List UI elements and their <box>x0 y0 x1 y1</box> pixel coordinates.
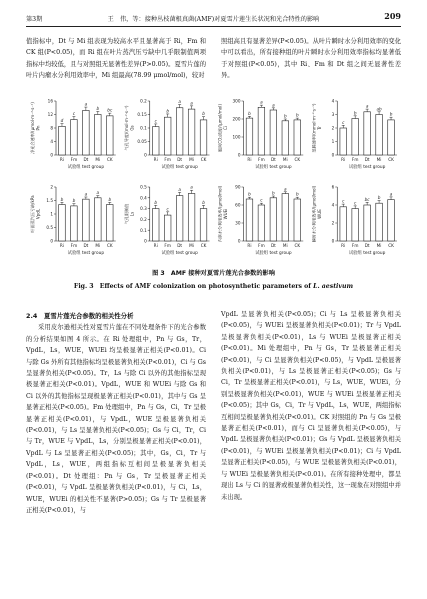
running-header <box>26 11 401 25</box>
bar <box>71 206 78 241</box>
x-axis-label: 试验组 test group <box>161 251 198 256</box>
y-tick-label: 0 <box>331 238 335 244</box>
x-tick-label: Ri <box>247 243 252 248</box>
y-axis-label <box>217 104 229 152</box>
paragraph: 照组高且有显著差异(P<0.05)。从叶片瞬时水分利用效率的变化中可以看出，所有接种组的叶片瞬时水分利用效率指标均显著低于对照组(P<0.05)，其中 Ri、Fm 和 Dt 组之间无显著性差异。 <box>221 38 401 80</box>
bar <box>282 194 289 241</box>
x-tick-label: Fm <box>351 157 359 162</box>
bar <box>200 120 207 155</box>
y-tick-label: 1 <box>331 139 335 145</box>
x-tick-label: CK <box>294 157 301 162</box>
significance-letter: b <box>108 196 112 202</box>
bar <box>152 127 159 155</box>
significance-letter: d <box>60 118 64 124</box>
y-tick-label: 0.5 <box>140 184 147 190</box>
y-axis-label-line: WUEi <box>223 208 228 220</box>
section-number: 2.4 <box>26 312 38 320</box>
y-tick-label: 3 <box>331 112 335 118</box>
y-tick-label: 1 <box>50 211 53 217</box>
x-axis-label: 试验组 test group <box>348 165 386 170</box>
x-tick-label: Ri <box>153 243 158 248</box>
significance-letter: a <box>84 191 88 197</box>
page-number: 209 <box>384 11 401 21</box>
y-axis-label-line: 叶面蒸汽压亏缺/kPa <box>30 195 35 233</box>
y-tick-label: 0 <box>144 152 147 158</box>
left-column-top <box>26 36 206 82</box>
x-tick-label: Dt <box>270 157 276 162</box>
y-axis-label-line: 气孔限制值 <box>123 203 129 225</box>
significance-letter: b <box>283 113 287 119</box>
y-axis-label <box>310 185 322 242</box>
y-tick-label: 0 <box>237 152 241 158</box>
significance-letter: b <box>72 198 76 204</box>
y-axis-label-line: Gs <box>129 125 135 131</box>
bar <box>340 128 347 155</box>
bar <box>59 126 66 155</box>
y-axis-label-line: 净光合速率/(μmol·m⁻²·s⁻¹) <box>30 102 35 154</box>
x-axis-label: 试验组 test group <box>161 165 198 170</box>
x-tick-label: Mi <box>376 157 382 162</box>
y-tick-label: 0.1 <box>140 125 147 131</box>
y-axis-label-line: 蒸腾速率/(mmol·m⁻²·s⁻¹) <box>311 103 317 153</box>
bar <box>270 198 277 241</box>
x-axis-label: 试验组 test group <box>255 251 292 256</box>
y-axis-label-line: VpdL <box>35 208 41 220</box>
x-tick-label: Mi <box>95 157 101 162</box>
x-tick-label: Mi <box>189 243 194 248</box>
bar <box>270 110 277 155</box>
caption-en-prefix: Fig. 3 Effects of AMF colonization on photosynthetic parameters of <box>73 283 314 290</box>
y-tick-label: 0.05 <box>137 139 147 145</box>
bar <box>106 205 113 241</box>
significance-letter: c <box>342 198 345 204</box>
y-tick-label: 6 <box>331 184 335 190</box>
bar <box>246 199 253 241</box>
y-axis-label-line: 胞间CO₂浓度/(μmol/mol) <box>217 104 223 152</box>
x-tick-label: Ri <box>59 157 65 162</box>
y-tick-label: 8 <box>50 125 53 131</box>
x-tick-label: Ri <box>247 157 252 162</box>
significance-letter: b <box>295 191 299 197</box>
y-tick-label: 300 <box>232 98 241 104</box>
x-tick-label: Fm <box>164 157 171 162</box>
right-column-top <box>221 36 401 82</box>
y-tick-label: 0 <box>50 152 53 158</box>
y-tick-label: 2 <box>50 184 53 190</box>
y-axis-label-line: Tr <box>316 126 322 130</box>
y-axis-label <box>310 103 322 152</box>
y-tick-label: 0 <box>331 152 335 158</box>
x-tick-label: Ri <box>153 157 158 162</box>
y-tick-label: 0.1 <box>140 227 147 233</box>
x-tick-label: Dt <box>177 243 183 248</box>
significance-letter: b <box>272 190 275 196</box>
y-axis-label-line: WUE <box>316 209 322 219</box>
significance-letter: a <box>84 101 88 107</box>
significance-letter: b <box>353 110 357 116</box>
x-tick-label: Dt <box>177 157 183 162</box>
y-axis-label <box>217 185 229 242</box>
significance-letter: c <box>354 200 357 206</box>
paragraph: 值指标中，Dt 与 Mi 组表现为较高水平且显著高于 Ri，Fm 和 CK 组(P<0.05)，而 Ri 组在叶片蒸汽压亏缺中几乎限制值两项指标中均较低，且与对照组无显著性差异(P>0.05)。夏雪片莲的叶片内瘤水分利用效率中，Mi 组最高(78.99 μmol/mol)，较对 <box>26 38 206 80</box>
caption-en-species: L. aestivum <box>313 283 354 290</box>
y-axis-label-line: 气孔导度/(mol·m⁻²·s⁻¹) <box>123 105 129 151</box>
x-tick-label: Fm <box>164 243 171 248</box>
bar <box>152 209 159 241</box>
bar <box>388 200 395 241</box>
y-tick-label: 4 <box>331 202 335 208</box>
x-axis-label: 试验组 test group <box>255 165 292 170</box>
y-tick-label: 1.5 <box>46 198 53 204</box>
significance-letter: ab <box>376 106 382 112</box>
significance-letter: bc <box>107 107 113 113</box>
bar <box>258 107 265 155</box>
bar <box>294 199 301 241</box>
x-tick-label: Mi <box>189 157 194 162</box>
issue-label: 第3期 <box>26 16 43 23</box>
x-tick-label: Mi <box>282 157 288 162</box>
bar <box>376 115 383 156</box>
bar <box>188 109 195 155</box>
x-tick-label: Dt <box>270 243 276 248</box>
y-tick-label: 2 <box>331 220 335 226</box>
figure-caption-cn: 图 3 AMF 接种对夏雪片莲光合参数的影响 <box>152 270 275 277</box>
left-column-bottom <box>26 309 206 516</box>
y-axis-label <box>123 105 135 150</box>
significance-letter: a <box>96 190 100 196</box>
significance-letter: a <box>190 100 193 106</box>
bar <box>164 215 171 241</box>
bar <box>95 115 102 156</box>
significance-letter: c <box>72 111 76 117</box>
x-tick-label: CK <box>106 243 113 248</box>
y-tick-label: 0 <box>50 238 53 244</box>
bar <box>376 203 383 241</box>
significance-letter: c <box>166 206 169 212</box>
x-tick-label: Ri <box>59 243 65 248</box>
y-axis-label-line: Ci <box>223 126 228 130</box>
x-tick-label: CK <box>294 243 301 248</box>
bar <box>340 207 347 241</box>
y-axis-label <box>29 195 41 233</box>
x-tick-label: Dt <box>364 157 370 162</box>
bar <box>294 120 301 155</box>
significance-letter: b <box>96 105 100 111</box>
figure-3-charts <box>26 95 401 265</box>
bar <box>176 108 183 155</box>
bar <box>246 118 253 155</box>
figure-caption-en <box>26 281 401 290</box>
bar <box>352 209 359 241</box>
running-title: 王 伟，等：接种丛枝菌根真菌(AMF)对夏雪片莲生长状况和光合特性的影响 <box>107 16 320 23</box>
y-tick-label: 12 <box>47 112 53 118</box>
significance-letter: a <box>365 103 369 109</box>
x-tick-label: Dt <box>83 243 89 248</box>
section-heading <box>26 311 206 322</box>
y-tick-label: 0.4 <box>140 195 147 201</box>
significance-letter: b <box>202 199 205 205</box>
x-tick-label: Fm <box>351 243 359 248</box>
significance-letter: a <box>389 191 393 197</box>
significance-letter: c <box>260 197 263 203</box>
significance-letter: b <box>248 191 251 197</box>
significance-letter: b <box>202 111 205 117</box>
x-tick-label: Mi <box>376 243 382 248</box>
y-tick-label: 30 <box>235 220 241 226</box>
significance-letter: bc <box>364 196 370 202</box>
paragraph: VpdL 呈显著负相关(P<0.05)；Ci 与 Ls 呈极显著负相关(P<0.05)，与 WUEi 呈极显著负相关(P<0.01)；Tr 与 VpdL 呈极显著负相关(P<0.01)，Ls 与 WUEi 呈极显著正相关(P<0.01)。Mi 处理组中，Pn 与 Gs，Tr 呈极显著正相关(P<0.01)，与 Ci 呈显著负相关(P<0.05)，与 VpdL 呈极显著负相关(P<0.01)，与 Ls 呈极显著正相关(P<0.05)；Gs 与 Ci，Tr 呈极显著正相关(P<0.01)，与 Ls，WUE，WUEi，分别呈极显著负相关(P<0.01)，WUE 与 WUEi 呈极显著正相关(P<0.05)；其中 Gs，Ci，Tr 与 VpdL，Ls，WUE，两组指标互相间呈极显著负相关(P<0.01)。CK 对照组的 Pn 与 Gs 呈极显著正相关(P<0.01)，而与 Ci 呈显著负相关(P<0.05)，与 VpdL 呈极显著负相关(P<0.01)；Gs 与 VpdL 呈极显著负相关(P<0.01)，与 WUEi 呈极显著负相关(P<0.01)；Ci 与 VpdL 呈显著正相关(P<0.05)，与 WUE 呈极显著负相关(P<0.01)，与 WUEi 呈极显著负相关(P<0.01)。在所有接种处理中，都呈现出 Ls 与 Ci 的显著或极显著负相关性，这一现象在对照组中并未出现。 <box>221 311 401 501</box>
x-tick-label: Fm <box>70 157 78 162</box>
y-tick-label: 4 <box>331 98 335 104</box>
y-tick-label: 0.2 <box>140 217 147 222</box>
significance-letter: a <box>260 99 263 105</box>
right-column-bottom <box>221 309 401 503</box>
significance-letter: b <box>295 112 299 118</box>
x-tick-label: Mi <box>95 243 101 248</box>
significance-letter: b <box>166 108 170 114</box>
y-axis-label <box>29 102 41 154</box>
bar <box>83 110 90 155</box>
y-tick-label: 60 <box>235 202 241 208</box>
y-axis-label-line: Pn <box>35 125 41 131</box>
bar <box>388 120 395 155</box>
x-tick-label: Fm <box>258 243 265 248</box>
x-axis-label: 试验组 test group <box>67 165 105 170</box>
bar <box>364 205 371 241</box>
bar <box>71 120 78 155</box>
bar <box>59 205 66 241</box>
significance-letter: b <box>60 196 64 202</box>
x-tick-label: CK <box>388 157 394 162</box>
bar <box>352 119 359 155</box>
x-axis-label: 试验组 test group <box>67 251 105 256</box>
x-tick-label: Ri <box>341 157 346 162</box>
bar <box>188 193 195 241</box>
bar <box>200 209 207 241</box>
x-tick-label: Dt <box>364 243 370 248</box>
y-tick-label: 90 <box>235 184 241 190</box>
y-tick-label: 0.2 <box>140 98 147 104</box>
y-axis-label <box>123 204 135 224</box>
x-tick-label: Fm <box>258 157 265 162</box>
y-tick-label: 2 <box>331 125 335 131</box>
x-tick-label: CK <box>388 243 394 248</box>
significance-letter: a <box>178 186 181 192</box>
section-title: 夏雪片莲光合参数的相关性分析 <box>44 312 134 320</box>
y-tick-label: 100 <box>232 134 241 140</box>
significance-letter: c <box>342 119 345 125</box>
bar <box>106 116 113 155</box>
y-axis-label-line: 内禀水分利用效率/(μmol/mol) <box>217 185 223 243</box>
significance-letter: b <box>248 110 251 116</box>
bar <box>176 196 183 241</box>
y-axis-label-line: 瞬时水分利用效率/(μmol/mol) <box>311 185 317 243</box>
significance-letter: b <box>389 111 393 117</box>
y-tick-label: 0 <box>237 238 241 244</box>
y-axis-label-line: Ls <box>129 211 135 217</box>
y-tick-label: 0.5 <box>46 225 53 231</box>
header-rule <box>26 26 401 27</box>
y-tick-label: 0.15 <box>137 112 147 118</box>
y-tick-label: 0 <box>144 238 147 244</box>
y-tick-label: 4 <box>50 139 53 145</box>
significance-letter: a <box>178 99 181 105</box>
bar <box>258 205 265 241</box>
significance-letter: b <box>377 195 381 200</box>
significance-letter: a <box>190 184 193 190</box>
significance-letter: a <box>272 102 275 108</box>
x-tick-label: CK <box>106 157 113 162</box>
x-tick-label: CK <box>200 157 207 162</box>
paragraph: 采用皮尔逊相关性对夏雪片莲在不同处理条件下的光合参数的分析结果如图 4 所示。在 Ri 处理组中，Pn 与 Gs，Tr，VpdL，Ls，WUE，WUEi 均呈极显著正相关(P<0.01)。Ci 与除 Gs 外所有其他指标均呈极显著负相关(P<0.01)，Ci 与 Gs 呈显著负相关(P<0.05)。Tr，Ls 与除 Ci 以外的其他指标呈现极显著正相关(P<0.01)。VpdL，WUE 和 WUEi 与除 Gs 和 Ci 以外的其他指标呈现极显著正相关(P<0.01)，其中与 Gs 呈显著正相关(P<0.05)。Fm 处理组中，Pn 与 Gs，Ci，Tr 呈极显著正相关(P<0.01)，与 VpdL，WUE 呈极显著负相关(P<0.01)，与 Ls 呈显著负相关(P<0.05)；Gs 与 Ci，Tr，Ci 与 Tr，WUE 与 VpdL，Ls，分别呈极显著正相关(P<0.01)，VpdL 与 Ls 呈显著正相关(P<0.05)；其中，Gs，Ci，Tr 与 VpdL，Ls，WUE，两组指标互相间呈极显著负相关(P<0.01)。Dt 处理组：Pn 与 Gs，Tr 呈极显著正相关(P<0.01)，与 VpdL 呈极显著负相关(P<0.01)，与 Ci，Ls，WUE，WUEi 的相关性不显著(P>0.05)；Gs 与 Tr 呈极显著正相关(P<0.01)，与 <box>26 324 206 514</box>
significance-letter: b <box>154 199 158 205</box>
y-tick-label: 200 <box>232 116 241 122</box>
bar <box>282 121 289 155</box>
bar <box>95 198 102 241</box>
x-axis-label: 试验组 test group <box>348 251 386 256</box>
x-tick-label: CK <box>200 243 207 248</box>
y-tick-label: 0.3 <box>140 206 147 212</box>
x-tick-label: Fm <box>70 243 78 248</box>
x-tick-label: Dt <box>83 157 89 162</box>
x-tick-label: Ri <box>341 243 346 248</box>
x-tick-label: Mi <box>282 243 288 248</box>
bar <box>164 117 171 155</box>
significance-letter: a <box>284 186 287 192</box>
bar <box>364 112 371 155</box>
y-tick-label: 16 <box>47 98 53 104</box>
bar <box>83 199 90 241</box>
significance-letter: c <box>154 118 157 124</box>
